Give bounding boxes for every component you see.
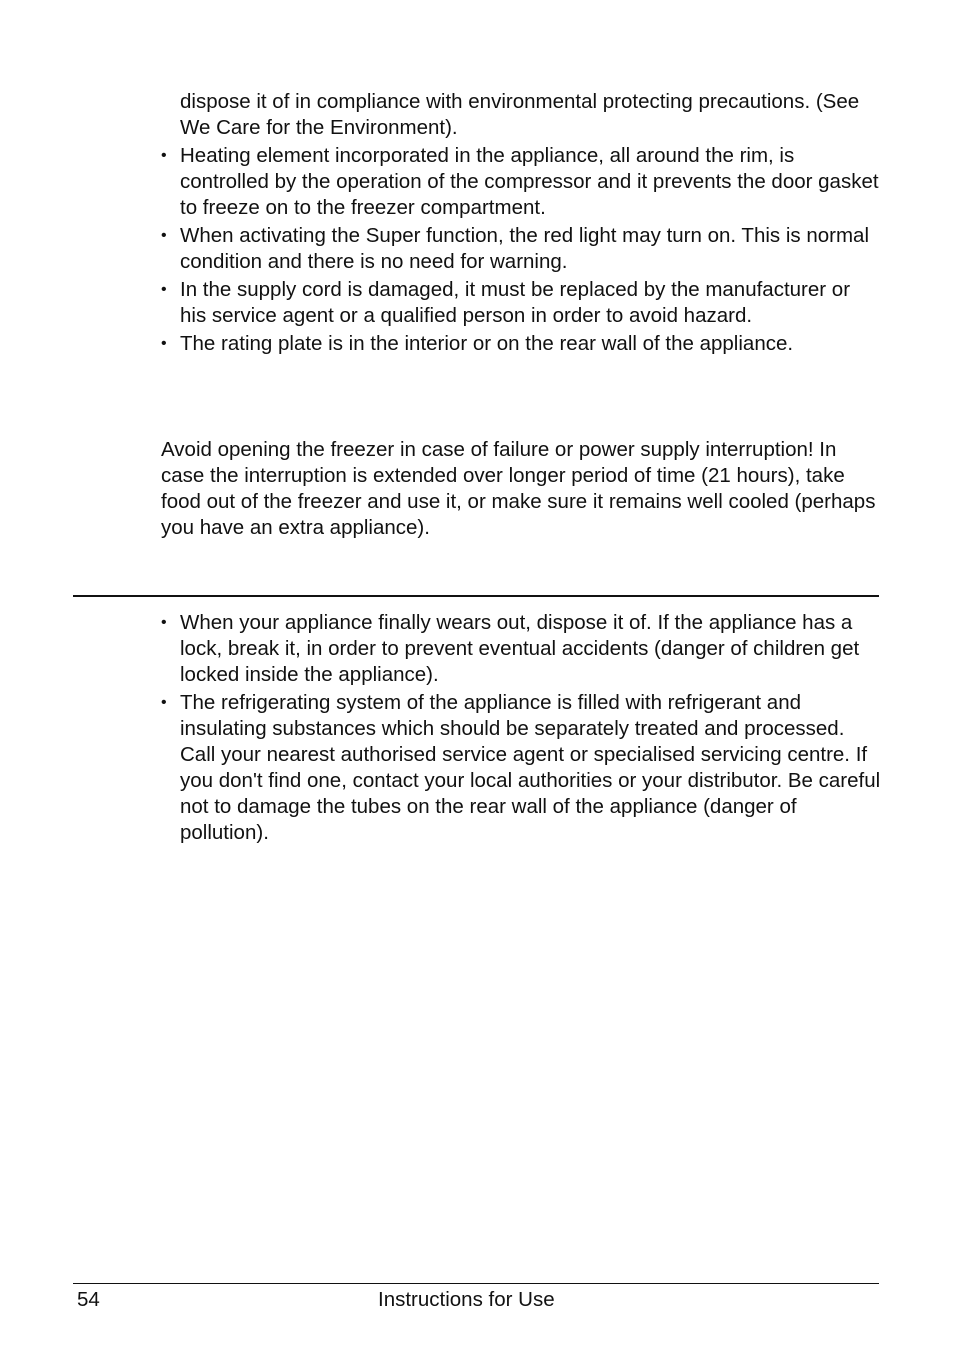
list-item-text: Heating element incorporated in the appliance, all around the rim, is controlled by the operation of the compressor and it prevents the door gasket to freeze on to the freezer compartment. — [180, 144, 879, 219]
footer-title: Instructions for Use — [378, 1288, 555, 1311]
list-item — [161, 610, 881, 688]
bullet-icon: • — [161, 335, 167, 352]
list-item — [161, 331, 881, 357]
section-divider — [73, 595, 879, 597]
continued-bullet-text: dispose it of in compliance with environmental protecting precautions. (See We Care for the Environment). — [180, 90, 860, 139]
power-failure-paragraph: Avoid opening the freezer in case of failure or power supply interruption! In case the interruption is extended over longer period of time (21 hours), take food out of the freezer and use it, or make sure it remains well cooled (perhaps you have an extra appliance). — [161, 438, 876, 539]
footer-divider — [73, 1283, 879, 1284]
bullet-icon: • — [161, 694, 167, 711]
page-number: 54 — [77, 1288, 100, 1311]
list-item — [161, 223, 881, 275]
list-item — [161, 690, 881, 846]
bullet-icon: • — [161, 227, 167, 244]
bullet-icon: • — [161, 147, 167, 164]
list-item-text: When your appliance finally wears out, dispose it of. If the appliance has a lock, break it, in order to prevent eventual accidents (danger of children get locked inside the appliance). — [180, 611, 860, 686]
list-item-text: The refrigerating system of the appliance is filled with refrigerant and insulating substances which should be separately treated and processed. Call your nearest authorised service agent or specialised servicing centre. If you don't find one, contact your local authorities or your distributor. Be careful not to damage the tubes on the rear wall of the appliance (danger of pollution). — [180, 691, 881, 844]
list-item-text: The rating plate is in the interior or on the rear wall of the appliance. — [180, 332, 794, 355]
list-item — [161, 277, 881, 329]
list-item-text: In the supply cord is damaged, it must be replaced by the manufacturer or his service agent or a qualified person in order to avoid hazard. — [180, 278, 851, 327]
list-item-text: When activating the Super function, the red light may turn on. This is normal condition and there is no need for warning. — [180, 224, 870, 273]
bullet-icon: • — [161, 281, 167, 298]
bullet-icon: • — [161, 614, 167, 631]
list-item — [161, 143, 881, 221]
safety-notes-list — [161, 143, 881, 359]
disposal-list — [161, 610, 881, 848]
